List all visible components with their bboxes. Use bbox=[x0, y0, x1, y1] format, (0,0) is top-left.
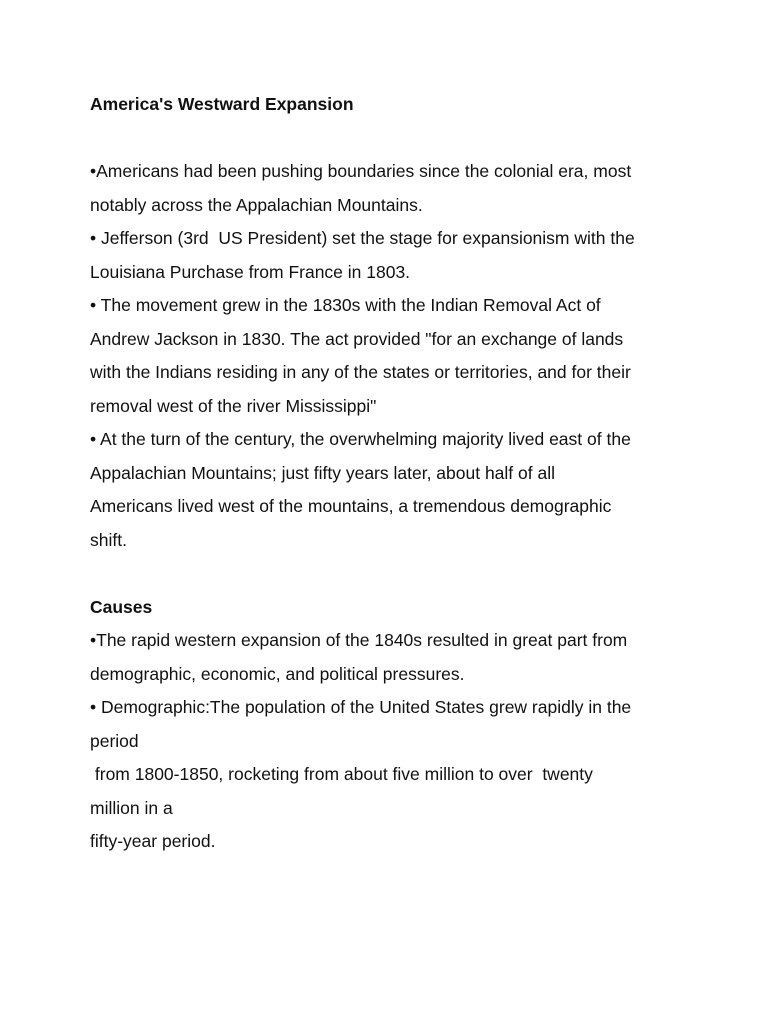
text-line: removal west of the river Mississippi" bbox=[90, 395, 377, 416]
text-line: shift. bbox=[90, 529, 127, 550]
text-line: Appalachian Mountains; just fifty years later, about half of all bbox=[90, 462, 555, 483]
document-title: America's Westward Expansion bbox=[90, 94, 354, 114]
text-line: notably across the Appalachian Mountains. bbox=[90, 194, 423, 215]
text-line: •Americans had been pushing boundaries since the colonial era, most bbox=[90, 161, 632, 181]
text-line: • At the turn of the century, the overwhelming majority lived east of the bbox=[90, 429, 631, 449]
text-line: •The rapid western expansion of the 1840s resulted in great part from bbox=[90, 630, 628, 650]
causes-heading: Causes bbox=[90, 596, 153, 617]
text-line: • The movement grew in the 1830s with the Indian Removal Act of bbox=[90, 295, 601, 315]
text-line: • Jefferson (3rd US President) set the stage for expansionism with the bbox=[90, 228, 635, 248]
blank-line bbox=[90, 557, 690, 591]
text-line: with the Indians residing in any of the states or territories, and for their bbox=[90, 362, 631, 382]
text-line: demographic, economic, and political pressures. bbox=[90, 663, 465, 684]
text-line: Americans lived west of the mountains, a tremendous demographic bbox=[90, 496, 612, 516]
text-line: million in a bbox=[90, 797, 173, 818]
text-line: Louisiana Purchase from France in 1803. bbox=[90, 261, 411, 282]
text-line: fifty-year period. bbox=[90, 831, 216, 851]
causes-section bbox=[90, 624, 690, 859]
text-line: from 1800-1850, rocketing from about five million to over twenty bbox=[90, 764, 593, 784]
text-line: period bbox=[90, 730, 139, 751]
text-line: • Demographic:The population of the United States grew rapidly in the bbox=[90, 697, 632, 717]
text-line: Andrew Jackson in 1830. The act provided "for an exchange of lands bbox=[90, 328, 624, 349]
blank-line bbox=[90, 122, 690, 156]
intro-section bbox=[90, 155, 690, 557]
document-body bbox=[90, 88, 690, 859]
